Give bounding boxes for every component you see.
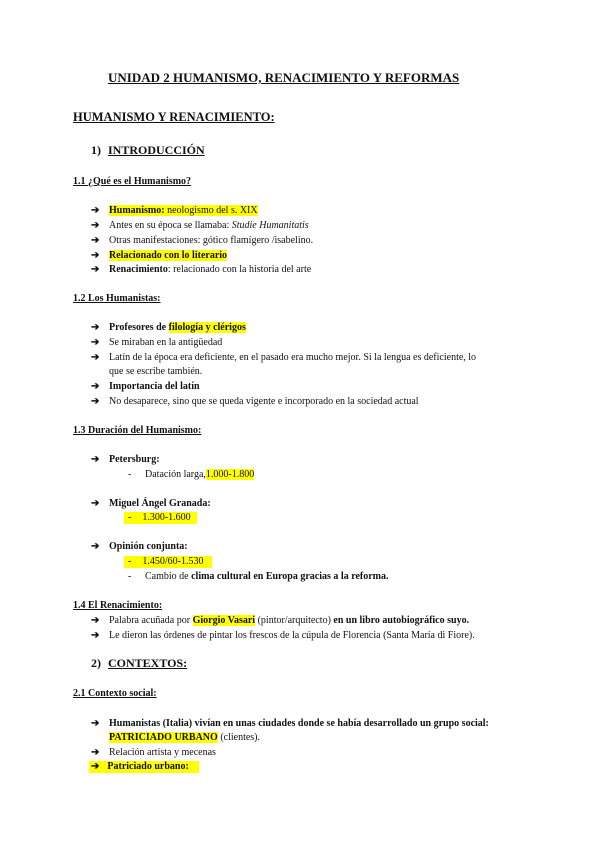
subheading-1-2: 1.2 Los Humanistas: bbox=[73, 293, 161, 304]
item-label: Profesores de bbox=[109, 322, 169, 333]
heading-contextos: CONTEXTOS: bbox=[108, 656, 188, 670]
arrow-bullet-icon: ➔ bbox=[91, 205, 100, 216]
list-item: Relación artista y mecenas bbox=[109, 747, 216, 758]
item-italic: Studie Humanitatis bbox=[231, 220, 309, 231]
subheading-2-1: 2.1 Contexto social: bbox=[73, 688, 157, 699]
dash-bullet-icon: - bbox=[128, 571, 132, 582]
item-text: 1.450/60-1.530 bbox=[142, 556, 204, 567]
list-item bbox=[109, 615, 469, 627]
arrow-bullet-icon: ➔ bbox=[91, 541, 100, 552]
list-item bbox=[109, 322, 246, 334]
arrow-bullet-icon: ➔ bbox=[91, 235, 100, 246]
dash-bullet-icon: - bbox=[128, 512, 132, 523]
list-item: Petersburg: bbox=[109, 454, 160, 465]
arrow-bullet-icon: ➔ bbox=[91, 396, 100, 407]
item-text: neologismo del s. XIX bbox=[164, 205, 258, 216]
item-text: Cambio de bbox=[145, 571, 192, 582]
list-item: No desaparece, sino que se queda vigente e incorporado en la sociedad actual bbox=[109, 396, 419, 407]
subheading-1-1: 1.1 ¿Qué es el Humanismo? bbox=[73, 176, 192, 187]
arrow-bullet-icon: ➔ bbox=[91, 498, 100, 509]
sub-list-item bbox=[124, 556, 212, 568]
arrow-bullet-icon: ➔ bbox=[91, 630, 100, 641]
list-item: Importancia del latín bbox=[109, 381, 200, 392]
list-item bbox=[109, 250, 227, 262]
list-item bbox=[109, 220, 309, 232]
item-highlight: PATRICIADO URBANO bbox=[109, 732, 218, 743]
arrow-bullet-icon: ➔ bbox=[91, 454, 100, 465]
list-item: Se miraban en la antigüedad bbox=[109, 337, 223, 348]
item-text: 1.300-1.600 bbox=[142, 512, 191, 523]
subheading-1-3: 1.3 Duración del Humanismo: bbox=[73, 425, 202, 436]
list-item-continuation bbox=[109, 732, 260, 744]
list-item: Otras manifestaciones: gótico flamígero /isabelino. bbox=[109, 235, 314, 246]
item-label: Humanismo: bbox=[109, 205, 165, 216]
item-text: (clientes). bbox=[217, 732, 261, 743]
arrow-bullet-icon: ➔ bbox=[91, 352, 100, 363]
arrow-bullet-icon: ➔ bbox=[91, 615, 100, 626]
arrow-bullet-icon: ➔ bbox=[91, 381, 100, 392]
arrow-bullet-icon: ➔ bbox=[91, 761, 100, 772]
arrow-bullet-icon: ➔ bbox=[91, 322, 100, 333]
heading-number-1: 1) bbox=[91, 143, 101, 157]
item-text: Palabra acuñada por bbox=[109, 615, 193, 626]
arrow-bullet-icon: ➔ bbox=[91, 250, 100, 261]
list-item-continuation: que se escribe también. bbox=[109, 366, 203, 377]
dash-bullet-icon: - bbox=[128, 556, 132, 567]
arrow-bullet-icon: ➔ bbox=[91, 337, 100, 348]
subheading-1-4: 1.4 El Renacimiento: bbox=[73, 600, 163, 611]
arrow-bullet-icon: ➔ bbox=[91, 747, 100, 758]
item-highlight: filología y clérigos bbox=[168, 322, 246, 333]
item-text: : relacionado con la historia del arte bbox=[167, 264, 312, 275]
item-text: Patriciado urbano: bbox=[107, 761, 189, 772]
item-text: Relacionado con lo literario bbox=[109, 250, 228, 261]
dash-bullet-icon: - bbox=[128, 469, 132, 480]
heading-introduccion: INTRODUCCIÓN bbox=[108, 143, 205, 157]
arrow-bullet-icon: ➔ bbox=[91, 220, 100, 231]
item-text: Antes en su época se llamaba: bbox=[109, 220, 232, 231]
item-text: Datación larga, bbox=[145, 469, 206, 480]
list-item bbox=[89, 761, 199, 773]
heading-number-2: 2) bbox=[91, 656, 101, 670]
list-item bbox=[109, 205, 258, 217]
item-label: Renacimiento bbox=[109, 264, 168, 275]
section-heading: HUMANISMO Y RENACIMIENTO: bbox=[73, 110, 275, 124]
list-item: Opinión conjunta: bbox=[109, 541, 188, 552]
arrow-bullet-icon: ➔ bbox=[91, 264, 100, 275]
sub-list-item bbox=[145, 469, 254, 481]
list-item: Le dieron las órdenes de pintar los frescos de la cúpula de Florencia (Santa María di Fiore). bbox=[109, 630, 475, 641]
list-item: Miguel Ángel Granada: bbox=[109, 498, 211, 509]
item-highlight: 1.000-1.800 bbox=[205, 469, 255, 480]
sub-list-item bbox=[124, 512, 197, 524]
list-item: Latín de la época era deficiente, en el pasado era mucho mejor. Si la lengua es deficiente, lo bbox=[109, 352, 477, 363]
document-title: UNIDAD 2 HUMANISMO, RENACIMIENTO Y REFORMAS bbox=[108, 70, 460, 85]
item-bold: en un libro autobiográfico suyo. bbox=[333, 615, 470, 626]
arrow-bullet-icon: ➔ bbox=[91, 718, 100, 729]
sub-list-item bbox=[145, 571, 389, 583]
list-item: Humanistas (Italia) vivían en unas ciudades donde se había desarrollado un grupo social: bbox=[109, 718, 489, 729]
item-highlight: Giorgio Vasari bbox=[192, 615, 256, 626]
list-item bbox=[109, 264, 311, 276]
item-bold: clima cultural en Europa gracias a la reforma. bbox=[191, 571, 389, 582]
item-text: (pintor/arquitecto) bbox=[255, 615, 334, 626]
